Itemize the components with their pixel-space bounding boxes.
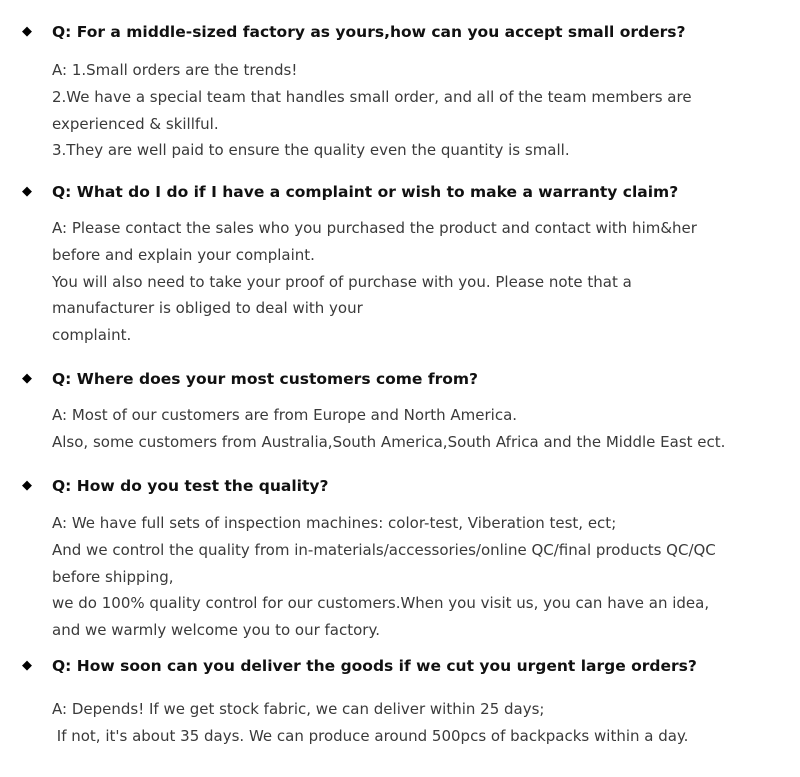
question-row — [0, 20, 800, 44]
answer-line: complaint. — [52, 326, 132, 345]
bullet-icon: ◆ — [22, 371, 32, 386]
answer-block — [52, 402, 772, 456]
bullet-icon: ◆ — [22, 24, 32, 39]
answer-line: A: Depends! If we get stock fabric, we can deliver within 25 days; — [52, 700, 545, 718]
question-row — [0, 180, 800, 204]
answer-line: manufacturer is obliged to deal with your — [52, 299, 363, 318]
answer-line: and we warmly welcome you to our factory. — [52, 621, 380, 640]
answer-line: Also, some customers from Australia,South America,South Africa and the Middle East ect. — [52, 432, 726, 451]
bullet-icon: ◆ — [22, 658, 32, 673]
answer-line: A: Most of our customers are from Europe and North America. — [52, 406, 518, 424]
answer-block — [52, 215, 772, 349]
answer-line: before and explain your complaint. — [52, 245, 315, 264]
answer-line: A: Please contact the sales who you purchased the product and contact with him&her — [52, 219, 697, 237]
question-text: Q: How do you test the quality? — [52, 477, 329, 495]
answer-line: before shipping, — [52, 567, 174, 586]
question-text: Q: How soon can you deliver the goods if we cut you urgent large orders? — [52, 657, 697, 675]
bullet-icon: ◆ — [22, 184, 32, 199]
answer-block — [52, 57, 772, 164]
answer-line: experienced & skillful. — [52, 114, 219, 133]
answer-line: 2.We have a special team that handles small order, and all of the team members are — [52, 87, 692, 106]
answer-line: You will also need to take your proof of purchase with you. Please note that a — [52, 272, 632, 291]
answer-block — [52, 696, 772, 750]
answer-line: If not, it's about 35 days. We can produce around 500pcs of backpacks within a day. — [52, 726, 689, 745]
question-row — [0, 654, 800, 678]
answer-line: A: We have full sets of inspection machines: color-test, Viberation test, ect; — [52, 514, 617, 532]
question-row — [0, 367, 800, 391]
bullet-icon: ◆ — [22, 478, 32, 493]
question-text: Q: Where does your most customers come from? — [52, 370, 479, 388]
answer-line: And we control the quality from in-materials/accessories/online QC/final products QC/QC — [52, 540, 716, 559]
answer-line: 3.They are well paid to ensure the quality even the quantity is small. — [52, 141, 570, 160]
question-row — [0, 474, 800, 498]
answer-line: A: 1.Small orders are the trends! — [52, 61, 298, 79]
question-text: Q: For a middle-sized factory as yours,how can you accept small orders? — [52, 23, 686, 41]
answer-block — [52, 510, 772, 644]
question-text: Q: What do I do if I have a complaint or wish to make a warranty claim? — [52, 183, 679, 201]
answer-line: we do 100% quality control for our customers.When you visit us, you can have an idea, — [52, 594, 710, 613]
